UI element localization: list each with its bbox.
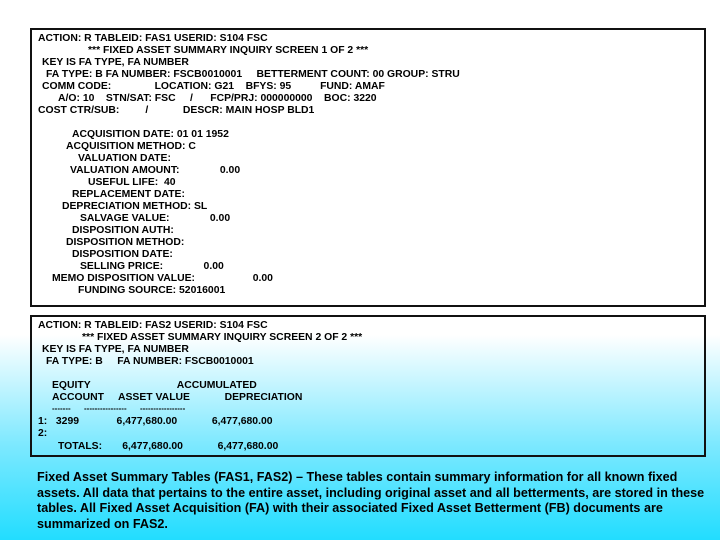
table-row[interactable]: 1: 3299 6,477,680.00 6,477,680.00 xyxy=(38,416,273,427)
disposition-method-field[interactable]: DISPOSITION METHOD: xyxy=(66,237,185,248)
salvage-value-field[interactable]: SALVAGE VALUE: 0.00 xyxy=(80,213,231,224)
comm-code-line: COMM CODE: LOCATION: G21 BFYS: 95 FUND: AMAF xyxy=(42,81,385,92)
action-line[interactable]: ACTION: R TABLEID: FAS1 USERID: S104 FSC xyxy=(38,33,268,44)
table-row[interactable]: 2: xyxy=(38,428,48,439)
memo-disposition-value-field[interactable]: MEMO DISPOSITION VALUE: 0.00 xyxy=(52,273,273,284)
table-header-bottom: ACCOUNT ASSET VALUE DEPRECIATION xyxy=(52,392,303,403)
acquisition-method-field[interactable]: ACQUISITION METHOD: C xyxy=(66,141,196,152)
useful-life-field[interactable]: USEFUL LIFE: 40 xyxy=(88,177,176,188)
table-header-underline: ------- ---------------- ----------------- xyxy=(52,404,186,413)
screen-title: *** FIXED ASSET SUMMARY INQUIRY SCREEN 2 OF 2 *** xyxy=(82,332,363,343)
screen-title: *** FIXED ASSET SUMMARY INQUIRY SCREEN 1 OF 2 *** xyxy=(88,45,369,56)
totals-row: TOTALS: 6,477,680.00 6,477,680.00 xyxy=(58,441,279,452)
ao-line: A/O: 10 STN/SAT: FSC / FCP/PRJ: 000000000 BOC: 3220 xyxy=(58,93,377,104)
depreciation-method-field[interactable]: DEPRECIATION METHOD: SL xyxy=(62,201,208,212)
fas2-inquiry-screen xyxy=(30,315,706,457)
key-line: KEY IS FA TYPE, FA NUMBER xyxy=(42,344,189,355)
acquisition-date-field[interactable]: ACQUISITION DATE: 01 01 1952 xyxy=(72,129,229,140)
disposition-date-field[interactable]: DISPOSITION DATE: xyxy=(72,249,173,260)
replacement-date-field[interactable]: REPLACEMENT DATE: xyxy=(72,189,185,200)
disposition-auth-field[interactable]: DISPOSITION AUTH: xyxy=(72,225,174,236)
selling-price-field[interactable]: SELLING PRICE: 0.00 xyxy=(80,261,224,272)
fa-type-line: FA TYPE: B FA NUMBER: FSCB0010001 xyxy=(46,356,254,367)
valuation-date-field[interactable]: VALUATION DATE: xyxy=(78,153,171,164)
action-line[interactable]: ACTION: R TABLEID: FAS2 USERID: S104 FSC xyxy=(38,320,268,331)
table-header-top: EQUITY ACCUMULATED xyxy=(52,380,257,391)
valuation-amount-field[interactable]: VALUATION AMOUNT: 0.00 xyxy=(70,165,241,176)
key-line: KEY IS FA TYPE, FA NUMBER xyxy=(42,57,189,68)
fas1-inquiry-screen xyxy=(30,28,706,307)
cost-ctr-line: COST CTR/SUB: / DESCR: MAIN HOSP BLD1 xyxy=(38,105,315,116)
funding-source-field[interactable]: FUNDING SOURCE: 52016001 xyxy=(78,285,226,296)
description-text: Fixed Asset Summary Tables (FAS1, FAS2) – These tables contain summary information for all known fixed assets. All data that pertains to the entire asset, including original asset and all betterments, are stored in these tables. All Fixed Asset Acquisition (FA) with their associated Fixed Asset Betterment (FB) documents are summarized on FAS2. xyxy=(37,470,705,531)
fa-type-line: FA TYPE: B FA NUMBER: FSCB0010001 BETTERMENT COUNT: 00 GROUP: STRU xyxy=(46,69,460,80)
